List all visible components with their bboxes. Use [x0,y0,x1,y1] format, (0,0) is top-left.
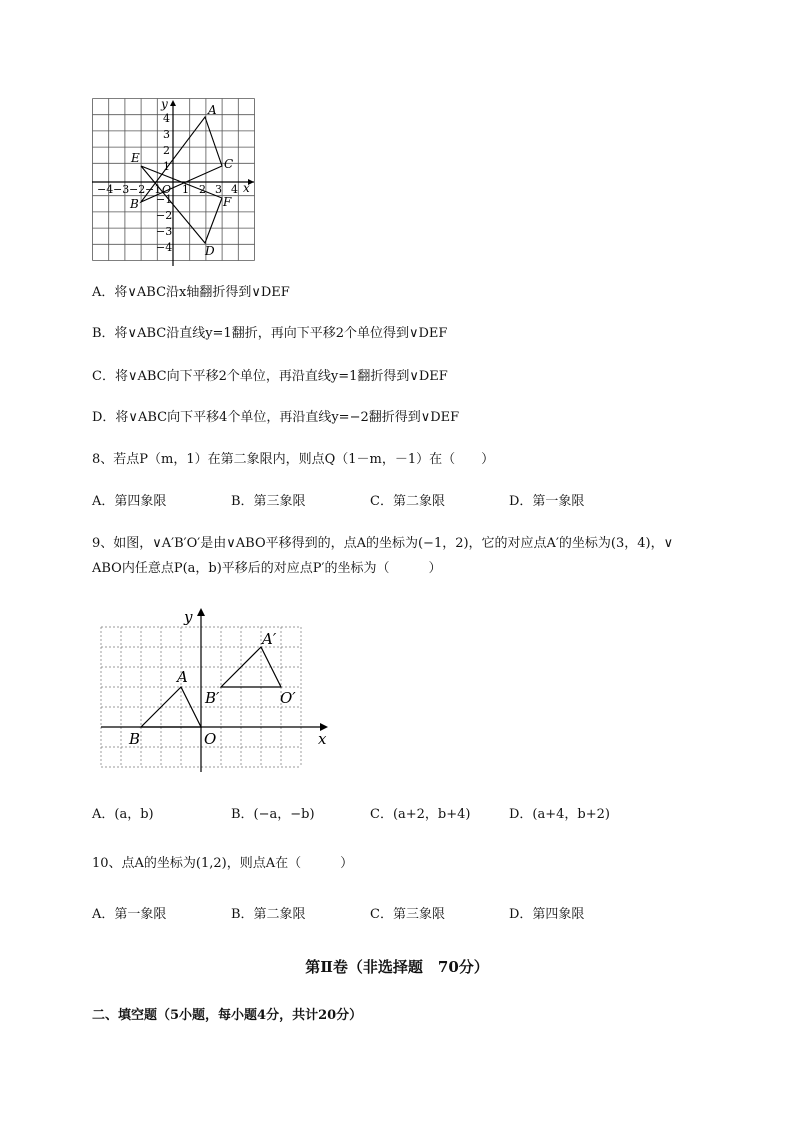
y-tick: −4 [156,241,173,254]
y-tick: 4 [163,112,170,125]
label-F: F [223,195,232,209]
label-A: A [177,668,188,686]
figure-1-coordinate-grid [92,98,260,266]
origin-label: O [162,183,172,196]
label-x-axis: x [318,730,327,748]
q8-option-c[interactable]: C．第二象限 [370,494,445,509]
label-O-prime: O′ [280,689,296,707]
q9-option-c[interactable]: C．(a+2，b+4) [370,807,471,822]
q8-option-b[interactable]: B．第三象限 [231,494,306,509]
q10-option-c[interactable]: C．第三象限 [370,907,445,922]
q7-option-a[interactable]: A．将∨ABC沿x轴翻折得到∨DEF [92,285,290,300]
q7-option-c[interactable]: C．将∨ABC向下平移2个单位，再沿直线y=1翻折得到∨DEF [92,369,448,384]
label-E: E [131,151,140,165]
x-tick: −2 [129,183,146,196]
section-fill-in-blank: 二、填空题（5小题，每小题4分，共计20分） [92,1008,363,1023]
figure-2-translation-grid [96,604,336,776]
label-D: D [205,244,215,258]
q8-option-a[interactable]: A．第四象限 [92,494,167,509]
y-tick: −3 [156,225,173,238]
x-tick: 1 [182,183,189,196]
y-tick: −2 [156,209,173,222]
label-B: B [129,730,141,748]
q7-option-d[interactable]: D．将∨ABC向下平移4个单位，再沿直线y=−2翻折得到∨DEF [92,410,460,425]
q9-stem-line1: 9、如图，∨A′B′O′是由∨ABO平移得到的，点A的坐标为(−1，2)，它的对应点A′的坐标为(3，4)，∨ [92,536,674,551]
label-A: A [208,103,217,117]
x-tick: −1 [145,183,162,196]
q10-stem: 10、点A的坐标为(1,2)，则点A在（ ） [92,856,354,871]
q9-option-b[interactable]: B．(−a，−b) [231,807,315,822]
label-B: B [130,197,139,211]
q10-option-a[interactable]: A．第一象限 [92,907,167,922]
x-tick: 3 [215,183,222,196]
triangle-def [141,166,222,243]
q8-stem: 8、若点P（m，1）在第二象限内，则点Q（1－m，－1）在（ ） [92,452,495,467]
label-y-axis: y [184,608,193,626]
label-C: C [224,157,234,171]
y-tick: 2 [163,144,170,157]
y-tick: 1 [163,160,170,173]
label-B-prime: B′ [205,689,220,707]
x-tick: 4 [231,183,238,196]
q9-option-a[interactable]: A．(a，b) [92,807,154,822]
q10-option-d[interactable]: D．第四象限 [509,907,585,922]
x-tick: −3 [113,183,130,196]
y-tick: −1 [156,193,173,206]
part2-title: 第Ⅱ卷（非选择题 70分） [305,958,489,976]
q8-option-d[interactable]: D．第一象限 [509,494,585,509]
q9-stem-line2: ABO内任意点P(a，b)平移后的对应点P′的坐标为（ ） [92,561,442,576]
q7-option-b[interactable]: B．将∨ABC沿直线y=1翻折，再向下平移2个单位得到∨DEF [92,326,448,341]
q10-option-b[interactable]: B．第二象限 [231,907,306,922]
x-tick: 2 [199,183,206,196]
label-A-prime: A′ [262,630,277,648]
q9-option-d[interactable]: D．(a+4，b+2) [509,807,610,822]
y-tick: 3 [163,128,170,141]
label-O: O [204,730,217,748]
label-y-axis: y [161,98,168,111]
x-tick: −4 [97,183,114,196]
label-x-axis: x [243,181,250,195]
